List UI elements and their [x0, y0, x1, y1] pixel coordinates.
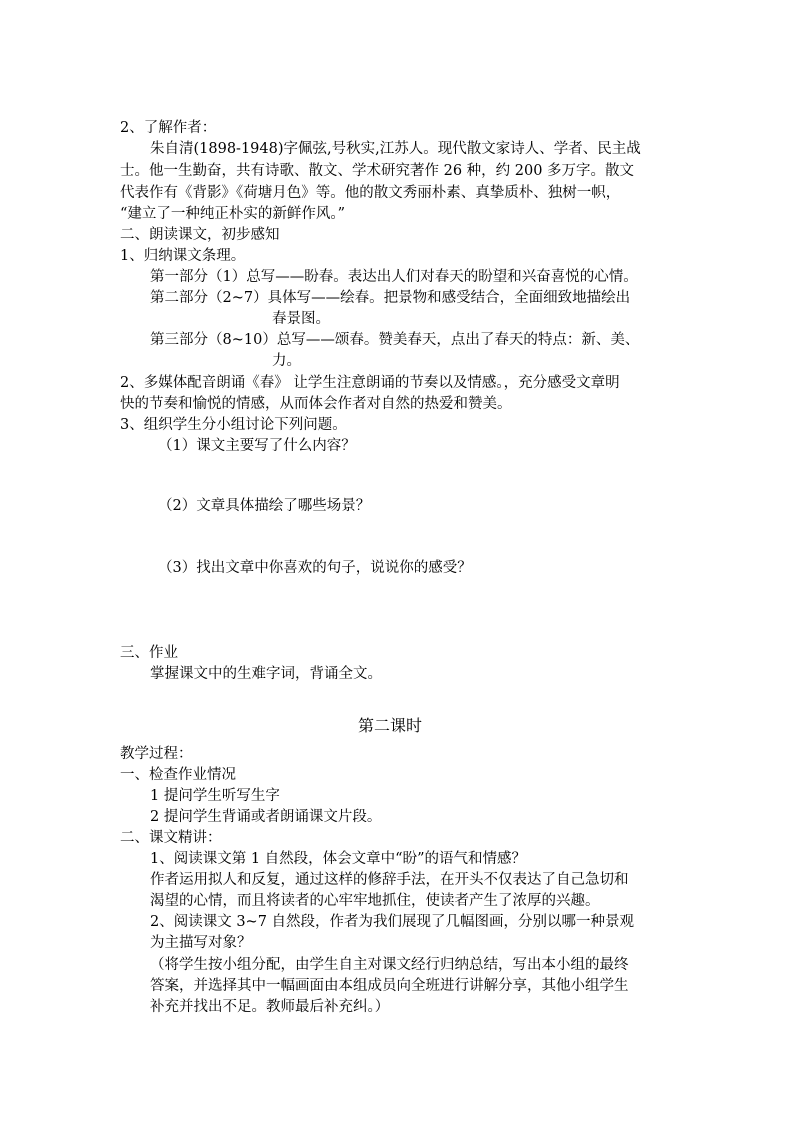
lecture-answer: 作者运用拟人和反复，通过这样的修辞手法，在开头不仅表达了自己急切和 — [150, 872, 629, 888]
structure-part-1: 第一部分（1）总写——盼春。表达出人们对春天的盼望和兴奋喜悦的心情。 — [150, 269, 638, 285]
homework-line: 掌握课文中的生难字词，背诵全文。 — [150, 666, 382, 682]
structure-part-3: 第三部分（8~10）总写——颂春。赞美春天，点出了春天的特点：新、美、 — [150, 332, 640, 348]
lecture-question: 2、阅读课文 3~7 自然段，作者为我们展现了几幅图画，分别以哪一种景观 — [150, 914, 635, 930]
subsection-heading: 2、多媒体配音朗诵《春》 让学生注意朗诵的节奏以及情感。，充分感受文章明 — [120, 375, 620, 391]
author-intro-line: 士。他一生勤奋，共有诗歌、散文、学术研究著作 26 种，约 200 多万字。散文 — [120, 163, 635, 179]
lecture-note: 答案，并选择其中一幅画面由本组成员向全班进行讲解分享，其他小组学生 — [150, 978, 629, 994]
lecture-question: 为主描写对象？ — [150, 935, 252, 951]
check-item: 2 提问学生背诵或者朗诵课文片段。 — [150, 809, 382, 825]
subsection-heading: 3、组织学生分小组讨论下列问题。 — [120, 417, 347, 433]
section-heading: 三、作业 — [120, 645, 178, 661]
paragraph-line: 快的节奏和愉悦的情感，从而体会作者对自然的热爱和赞美。 — [120, 396, 512, 412]
section-heading: 教学过程： — [120, 746, 193, 762]
section-heading: 二、课文精讲： — [120, 830, 222, 846]
lecture-question: 1、阅读课文第 1 自然段，体会文章中“盼”的语气和情感？ — [150, 851, 526, 867]
question-2: （2）文章具体描绘了哪些场景？ — [158, 498, 371, 514]
section-heading: 一、检查作业情况 — [120, 767, 236, 783]
author-intro-line: 代表作有《背影》《荷塘月色》等。他的散文秀丽朴素、真挚质朴、独树一帜， — [120, 185, 621, 201]
structure-part-3-cont: 力。 — [272, 353, 301, 369]
question-1: （1）课文主要写了什么内容？ — [158, 438, 356, 454]
question-3: （3）找出文章中你喜欢的句子，说说你的感受？ — [158, 560, 472, 576]
lecture-answer: 渴望的心情，而且将读者的心牢牢地抓住，使读者产生了浓厚的兴趣。 — [150, 893, 600, 909]
lesson-title: 第二课时 — [358, 716, 423, 735]
lecture-note: 补充并找出不足。教师最后补充纠。） — [150, 999, 390, 1015]
author-intro-line: “建立了一种纯正朴实的新鲜作风。” — [120, 206, 346, 222]
section-understand-author: 2、了解作者： — [120, 120, 217, 136]
section-heading: 二、朗读课文，初步感知 — [120, 227, 280, 243]
lecture-note: （将学生按小组分配，由学生自主对课文经行归纳总结，写出本小组的最终 — [150, 957, 629, 973]
check-item: 1 提问学生听写生字 — [150, 788, 280, 804]
author-intro-line: 朱自清(1898-1948)字佩弦,号秋实,江苏人。现代散文家诗人、学者、民主战 — [150, 141, 641, 157]
structure-part-2: 第二部分（2~7）具体写——绘春。把景物和感受结合，全面细致地描绘出 — [150, 290, 631, 306]
structure-part-2-cont: 春景图。 — [272, 311, 330, 327]
subsection-heading: 1、归纳课文条理。 — [120, 248, 246, 264]
